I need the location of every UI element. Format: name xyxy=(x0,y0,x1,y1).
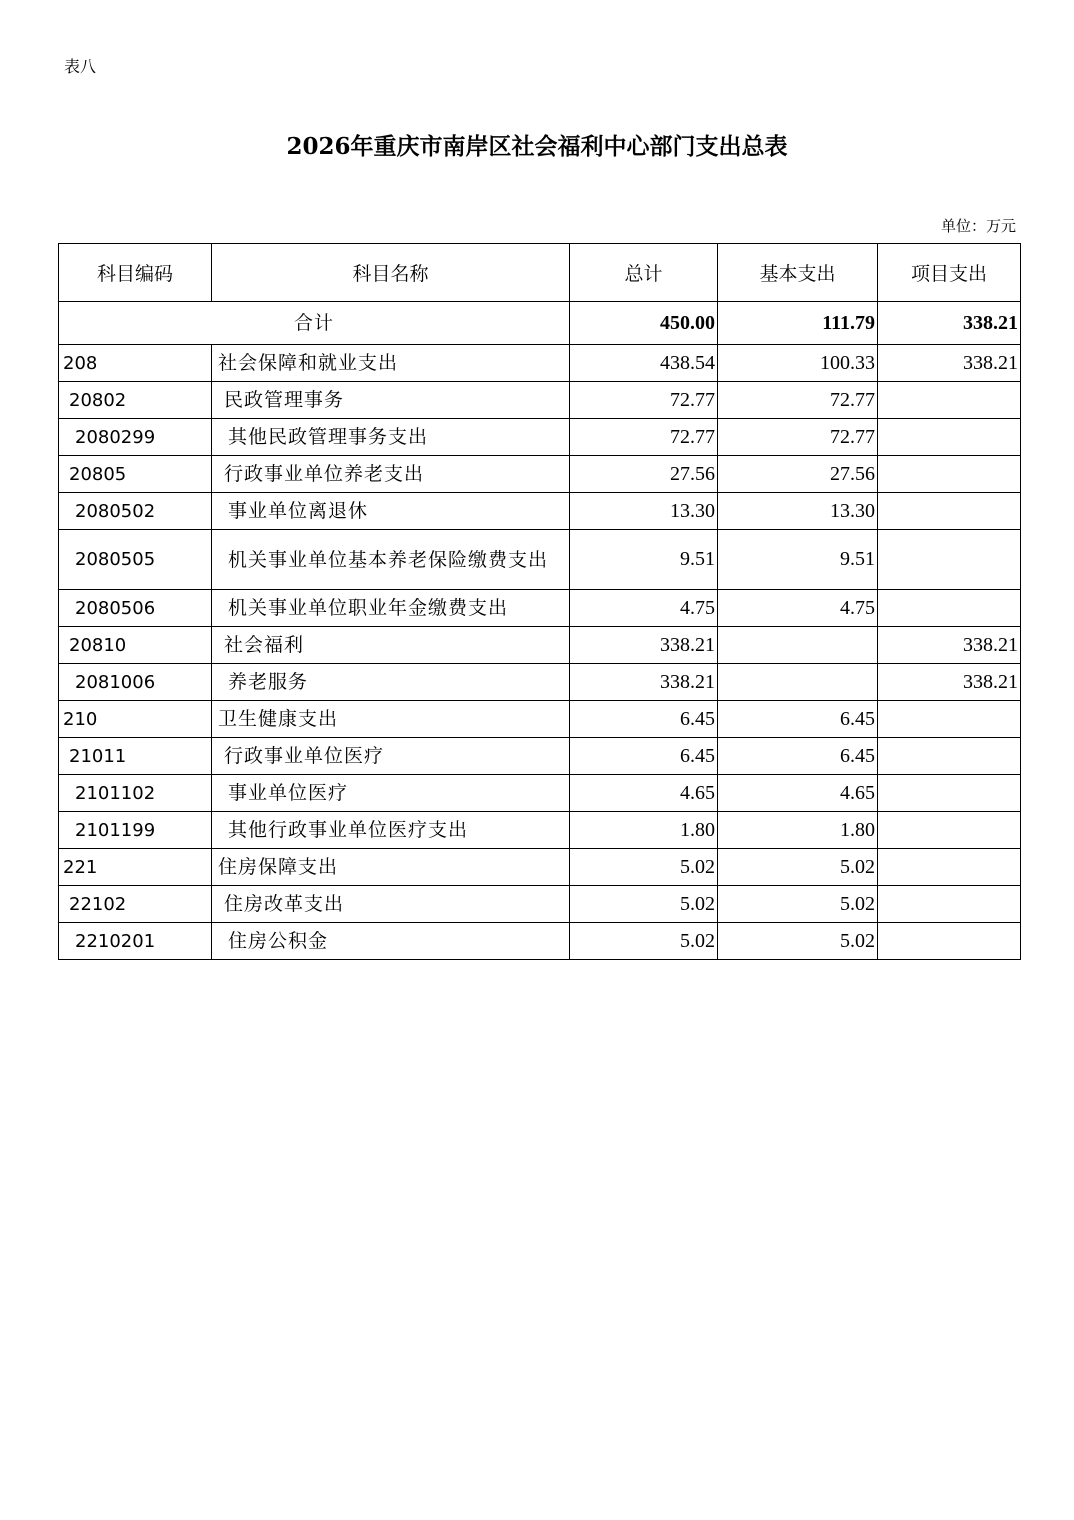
table-row xyxy=(59,738,1021,775)
row-name: 社会福利 xyxy=(212,627,570,664)
total-row xyxy=(59,302,1021,345)
row-code: 221 xyxy=(59,849,212,886)
row-name: 其他民政管理事务支出 xyxy=(212,419,570,456)
row-basic: 4.65 xyxy=(718,775,878,812)
table-row xyxy=(59,493,1021,530)
row-basic: 9.51 xyxy=(718,530,878,590)
row-basic: 72.77 xyxy=(718,419,878,456)
total-sum: 450.00 xyxy=(570,302,718,345)
row-code: 20802 xyxy=(59,382,212,419)
row-code: 2080502 xyxy=(59,493,212,530)
row-code: 22102 xyxy=(59,886,212,923)
header-basic: 基本支出 xyxy=(718,244,878,302)
row-code: 2080506 xyxy=(59,590,212,627)
row-total: 4.75 xyxy=(570,590,718,627)
row-project xyxy=(878,738,1021,775)
table-row xyxy=(59,530,1021,590)
row-project xyxy=(878,775,1021,812)
row-name: 行政事业单位养老支出 xyxy=(212,456,570,493)
row-total: 5.02 xyxy=(570,886,718,923)
row-name: 住房公积金 xyxy=(212,923,570,960)
row-basic xyxy=(718,664,878,701)
table-row xyxy=(59,627,1021,664)
row-project xyxy=(878,812,1021,849)
row-basic: 5.02 xyxy=(718,923,878,960)
row-project: 338.21 xyxy=(878,627,1021,664)
row-project xyxy=(878,456,1021,493)
table-row xyxy=(59,775,1021,812)
row-basic: 5.02 xyxy=(718,886,878,923)
row-basic: 13.30 xyxy=(718,493,878,530)
row-name: 其他行政事业单位医疗支出 xyxy=(212,812,570,849)
row-total: 1.80 xyxy=(570,812,718,849)
row-basic: 72.77 xyxy=(718,382,878,419)
table-row xyxy=(59,812,1021,849)
row-total: 72.77 xyxy=(570,382,718,419)
row-project: 338.21 xyxy=(878,664,1021,701)
row-total: 27.56 xyxy=(570,456,718,493)
row-total: 9.51 xyxy=(570,530,718,590)
total-project: 338.21 xyxy=(878,302,1021,345)
row-code: 2080299 xyxy=(59,419,212,456)
row-basic: 6.45 xyxy=(718,701,878,738)
row-project xyxy=(878,849,1021,886)
table-row xyxy=(59,590,1021,627)
table-row xyxy=(59,849,1021,886)
row-name: 事业单位医疗 xyxy=(212,775,570,812)
table-row xyxy=(59,456,1021,493)
table-row xyxy=(59,923,1021,960)
header-total: 总计 xyxy=(570,244,718,302)
row-total: 5.02 xyxy=(570,849,718,886)
row-project xyxy=(878,886,1021,923)
row-code: 210 xyxy=(59,701,212,738)
row-total: 338.21 xyxy=(570,664,718,701)
row-basic: 27.56 xyxy=(718,456,878,493)
expenditure-table xyxy=(58,243,1021,960)
total-label: 合计 xyxy=(59,302,570,345)
row-project xyxy=(878,923,1021,960)
table-row xyxy=(59,664,1021,701)
row-code: 20805 xyxy=(59,456,212,493)
header-project: 项目支出 xyxy=(878,244,1021,302)
table-row xyxy=(59,345,1021,382)
table-number-label: 表八 xyxy=(64,57,97,76)
row-code: 2101102 xyxy=(59,775,212,812)
row-project: 338.21 xyxy=(878,345,1021,382)
header-code: 科目编码 xyxy=(59,244,212,302)
unit-label: 单位：万元 xyxy=(940,217,1016,235)
row-total: 338.21 xyxy=(570,627,718,664)
row-name: 养老服务 xyxy=(212,664,570,701)
row-project xyxy=(878,382,1021,419)
row-project xyxy=(878,419,1021,456)
row-total: 5.02 xyxy=(570,923,718,960)
row-name: 行政事业单位医疗 xyxy=(212,738,570,775)
row-basic: 1.80 xyxy=(718,812,878,849)
row-name: 机关事业单位基本养老保险缴费支出 xyxy=(212,530,570,590)
row-basic xyxy=(718,627,878,664)
row-name: 住房保障支出 xyxy=(212,849,570,886)
row-code: 2101199 xyxy=(59,812,212,849)
row-project xyxy=(878,493,1021,530)
row-name: 卫生健康支出 xyxy=(212,701,570,738)
row-code: 2210201 xyxy=(59,923,212,960)
row-name: 机关事业单位职业年金缴费支出 xyxy=(212,590,570,627)
table-row xyxy=(59,419,1021,456)
row-name: 社会保障和就业支出 xyxy=(212,345,570,382)
row-total: 438.54 xyxy=(570,345,718,382)
row-project xyxy=(878,530,1021,590)
row-total: 13.30 xyxy=(570,493,718,530)
row-code: 2080505 xyxy=(59,530,212,590)
row-project xyxy=(878,590,1021,627)
row-code: 208 xyxy=(59,345,212,382)
row-project xyxy=(878,701,1021,738)
row-basic: 4.75 xyxy=(718,590,878,627)
row-total: 72.77 xyxy=(570,419,718,456)
row-total: 4.65 xyxy=(570,775,718,812)
header-row xyxy=(59,244,1021,302)
table-row xyxy=(59,382,1021,419)
row-code: 21011 xyxy=(59,738,212,775)
row-basic: 100.33 xyxy=(718,345,878,382)
table-row xyxy=(59,701,1021,738)
row-basic: 5.02 xyxy=(718,849,878,886)
row-total: 6.45 xyxy=(570,738,718,775)
header-name: 科目名称 xyxy=(212,244,570,302)
total-basic: 111.79 xyxy=(718,302,878,345)
table-row xyxy=(59,886,1021,923)
row-name: 民政管理事务 xyxy=(212,382,570,419)
page-title: 2026年重庆市南岸区社会福利中心部门支出总表 xyxy=(286,133,788,160)
row-name: 住房改革支出 xyxy=(212,886,570,923)
row-code: 20810 xyxy=(59,627,212,664)
row-total: 6.45 xyxy=(570,701,718,738)
row-basic: 6.45 xyxy=(718,738,878,775)
row-name: 事业单位离退休 xyxy=(212,493,570,530)
row-code: 2081006 xyxy=(59,664,212,701)
